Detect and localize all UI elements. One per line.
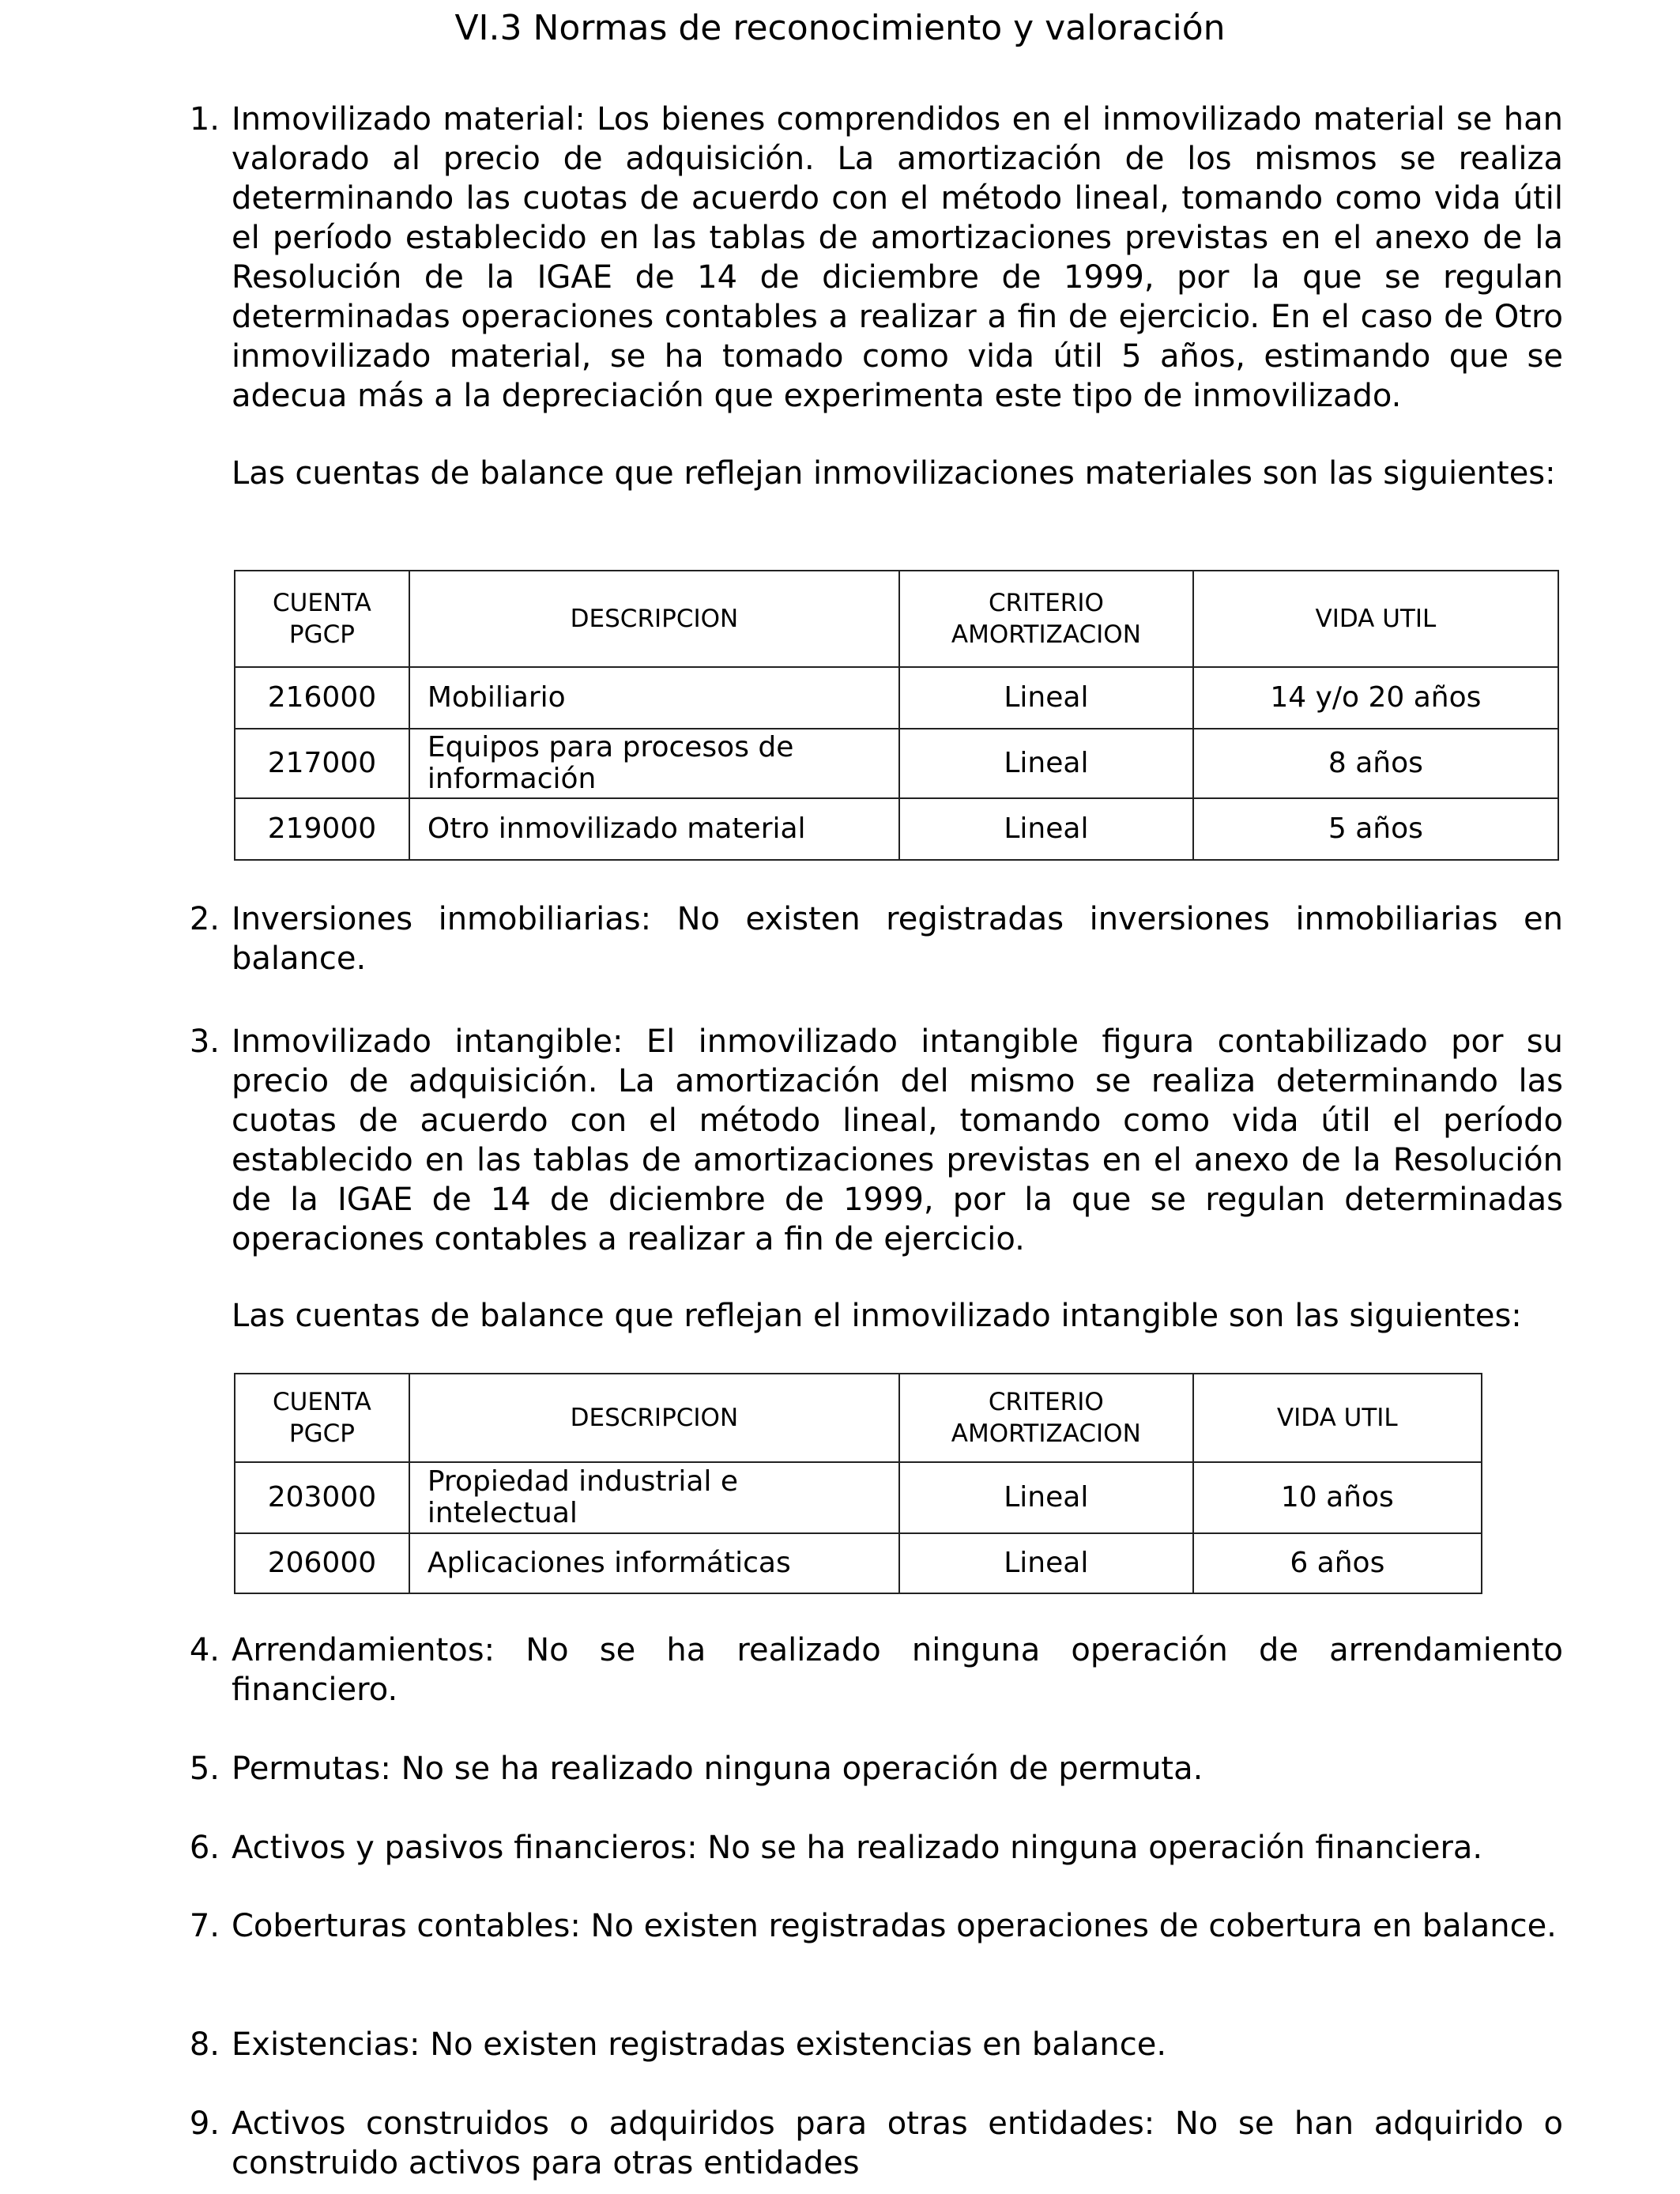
cell-descripcion: Otro inmovilizado material [409,798,899,860]
page-title: VI.3 Normas de reconocimiento y valoración [454,8,1226,48]
section-number: 9. [189,2105,220,2142]
table-inmovilizado-intangible [234,1373,1482,1594]
section-number: 6. [189,1830,220,1866]
section-text: Inmovilizado material: Los bienes comprendidos en el inmovilizado material se han valorado al precio de adquisición. La amortización de los mismos se realiza determinando las cuotas de acuerdo con el método lineal, tomando como vida útil el período establecido en las tablas de amortizaciones previstas en el anexo de la Resolución de la IGAE de 14 de diciembre de 1999, por la que se regulan determinadas operaciones contables a realizar a fin de ejercicio. En el caso de Otro inmovilizado material, se ha tomado como vida útil 5 años, estimando que se adecua más a la depreciación que experimenta este tipo de inmovilizado. [232,101,1563,414]
header-descripcion: DESCRIPCION [409,571,899,667]
cell-descripcion: Aplicaciones informáticas [409,1533,899,1593]
cell-criterio: Lineal [899,729,1193,798]
intro-material-text: Las cuentas de balance que reflejan inmovilizaciones materiales son las siguientes: [232,455,1556,492]
cell-vida: 8 años [1193,729,1558,798]
section-text: Arrendamientos: No se ha realizado ninguna operación de arrendamiento financiero. [232,1632,1563,1708]
table-header-row [235,571,1558,667]
table-inmovilizado-material [234,570,1559,861]
cell-criterio: Lineal [899,798,1193,860]
header-vida: VIDA UTIL [1193,1374,1482,1462]
cell-vida: 5 años [1193,798,1558,860]
header-criterio: CRITERIO AMORTIZACION [899,571,1193,667]
cell-criterio: Lineal [899,1462,1193,1533]
table-row [235,798,1558,860]
section-text: Inmovilizado intangible: El inmovilizado intangible figura contabilizado por su precio de adquisición. La amortización del mismo se realiza determinando las cuotas de acuerdo con el método lineal, tomando como vida útil el período establecido en las tablas de amortizaciones previstas en el anexo de la Resolución de la IGAE de 14 de diciembre de 1999, por la que se regulan determinadas operaciones contables a realizar a fin de ejercicio. [232,1023,1563,1257]
cell-cuenta: 219000 [235,798,409,860]
section-text: Activos y pasivos financieros: No se ha realizado ninguna operación financiera. [232,1830,1483,1866]
section-text: Coberturas contables: No existen registradas operaciones de cobertura en balance. [232,1908,1557,1944]
cell-cuenta: 216000 [235,667,409,729]
cell-cuenta: 217000 [235,729,409,798]
header-cuenta: CUENTA PGCP [235,1374,409,1462]
cell-criterio: Lineal [899,667,1193,729]
section-text: Existencias: No existen registradas existencias en balance. [232,2026,1167,2063]
section-text: Activos construidos o adquiridos para otras entidades: No se han adquirido o construido activos para otras entidades [232,2105,1563,2181]
table-row [235,1533,1482,1593]
section-text: Permutas: No se ha realizado ninguna operación de permuta. [232,1751,1203,1787]
cell-vida: 10 años [1193,1462,1482,1533]
table-row [235,667,1558,729]
section-number: 8. [189,2026,220,2063]
cell-vida: 6 años [1193,1533,1482,1593]
table-row [235,729,1558,798]
cell-cuenta: 203000 [235,1462,409,1533]
cell-descripcion: Mobiliario [409,667,899,729]
section-text: Inversiones inmobiliarias: No existen registradas inversiones inmobiliarias en balance. [232,901,1563,977]
cell-cuenta: 206000 [235,1533,409,1593]
table-row [235,1462,1482,1533]
section-number: 1. [189,101,220,138]
header-descripcion: DESCRIPCION [409,1374,899,1462]
cell-descripcion: Propiedad industrial e intelectual [409,1462,899,1533]
section-number: 5. [189,1751,220,1787]
header-cuenta: CUENTA PGCP [235,571,409,667]
section-number: 7. [189,1908,220,1944]
cell-descripcion: Equipos para procesos de información [409,729,899,798]
table-header-row [235,1374,1482,1462]
header-criterio: CRITERIO AMORTIZACION [899,1374,1193,1462]
intro-intangible-text: Las cuentas de balance que reflejan el inmovilizado intangible son las siguientes: [232,1298,1522,1334]
section-number: 4. [189,1632,220,1668]
section-number: 2. [189,901,220,937]
cell-criterio: Lineal [899,1533,1193,1593]
header-vida: VIDA UTIL [1193,571,1558,667]
cell-vida: 14 y/o 20 años [1193,667,1558,729]
section-number: 3. [189,1023,220,1060]
